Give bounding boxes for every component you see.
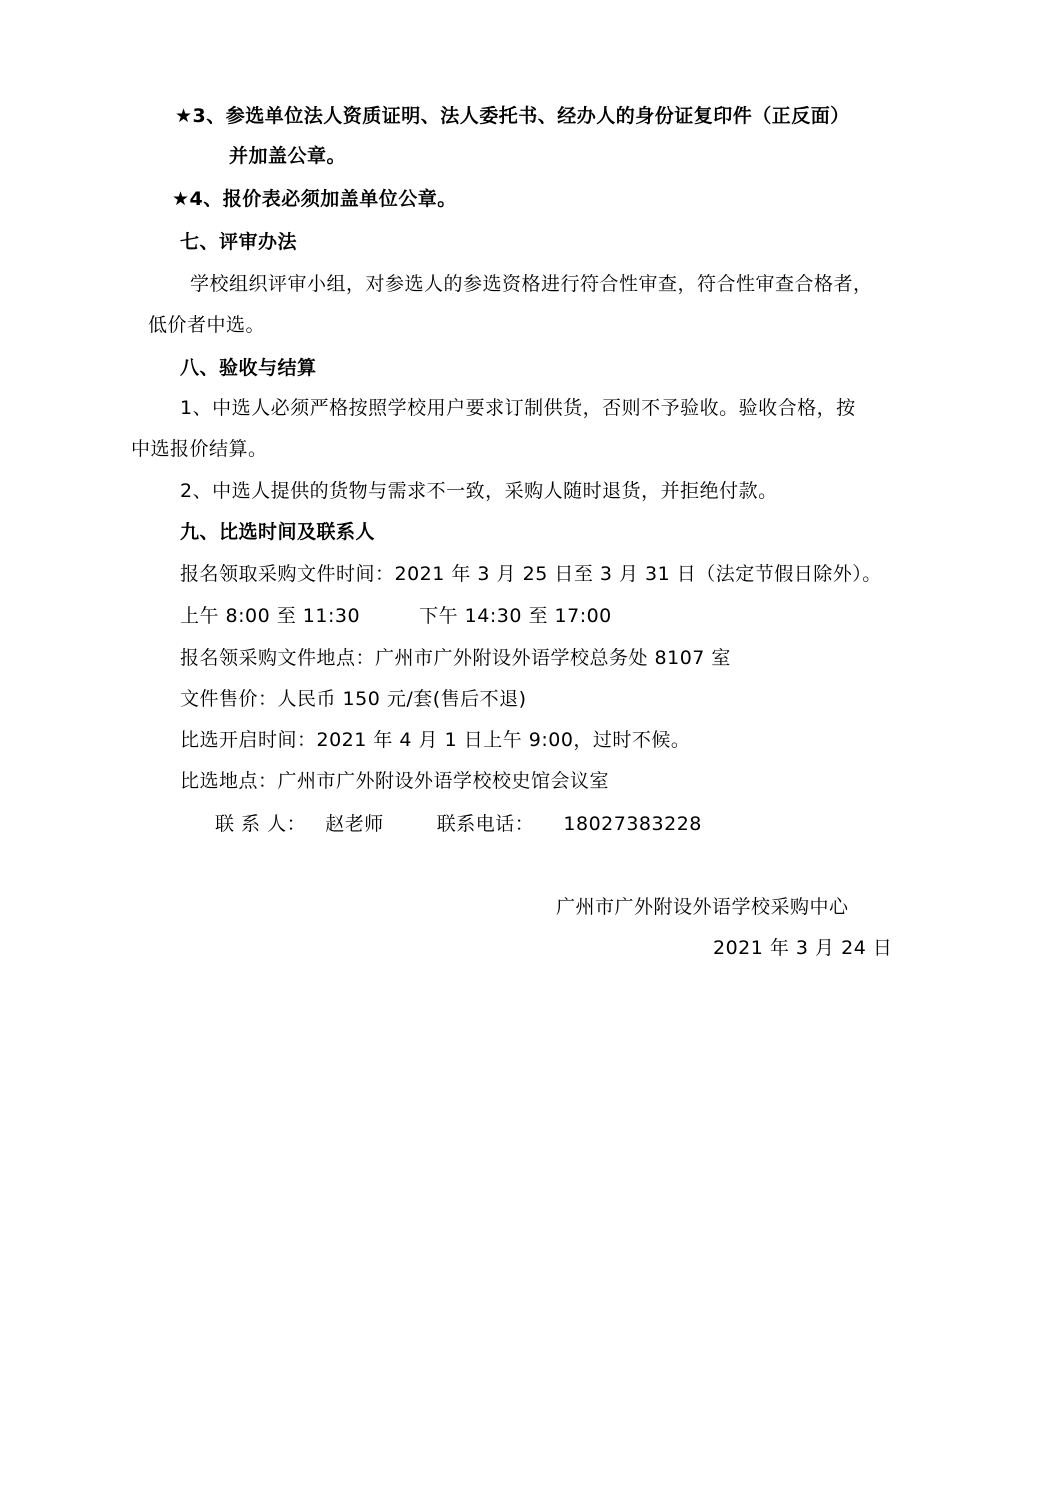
item-3-line-2: 并加盖公章。 (229, 145, 347, 167)
signup-time: 报名领取采购文件时间：2021 年 3 月 25 日至 3 月 31 日（法定节假日除外）。 (180, 563, 882, 585)
section-7-heading: 七、评审办法 (180, 231, 298, 253)
section-7-paragraph-line-2: 低价者中选。 (148, 314, 266, 336)
section-9-heading: 九、比选时间及联系人 (180, 521, 376, 543)
section-8-item-2: 2、中选人提供的货物与需求不一致，采购人随时退货，并拒绝付款。 (180, 480, 778, 502)
contact-name: 赵老师 (325, 813, 384, 835)
phone-label: 联系电话： (436, 813, 535, 835)
item-4-text: 4、报价表必须加盖单位公章。 (189, 188, 457, 210)
phone-number: 18027383228 (563, 813, 702, 835)
signup-place: 报名领采购文件地点：广州市广外附设外语学校总务处 8107 室 (180, 647, 731, 669)
star-icon: ★ (172, 188, 190, 210)
section-8-heading: 八、验收与结算 (180, 357, 317, 379)
item-3-text: 3、参选单位法人资质证明、法人委托书、经办人的身份证复印件（正反面） (192, 105, 850, 127)
item-4 (172, 186, 457, 212)
contact-label: 联 系 人： (215, 813, 307, 835)
opening-time: 比选开启时间：2021 年 4 月 1 日上午 9:00，过时不候。 (180, 729, 691, 751)
star-icon: ★ (175, 105, 193, 127)
document-price: 文件售价：人民币 150 元/套(售后不退) (180, 688, 527, 710)
item-3-line-1 (175, 103, 850, 129)
contact-line (215, 811, 702, 837)
section-8-item-1-line-2: 中选报价结算。 (131, 438, 268, 460)
section-7-paragraph-line-1: 学校组织评审小组，对参选人的参选资格进行符合性审查，符合性审查合格者， (190, 273, 873, 295)
venue: 比选地点：广州市广外附设外语学校校史馆会议室 (180, 770, 610, 792)
signature-org: 广州市广外附设外语学校采购中心 (556, 896, 849, 918)
hours-am: 上午 8:00 至 11:30 (180, 605, 361, 627)
hours-pm: 下午 14:30 至 17:00 (419, 605, 612, 627)
section-8-item-1-line-1: 1、中选人必须严格按照学校用户要求订制供货，否则不予验收。验收合格，按 (180, 397, 856, 419)
signature-date: 2021 年 3 月 24 日 (713, 937, 893, 959)
office-hours (180, 603, 612, 629)
